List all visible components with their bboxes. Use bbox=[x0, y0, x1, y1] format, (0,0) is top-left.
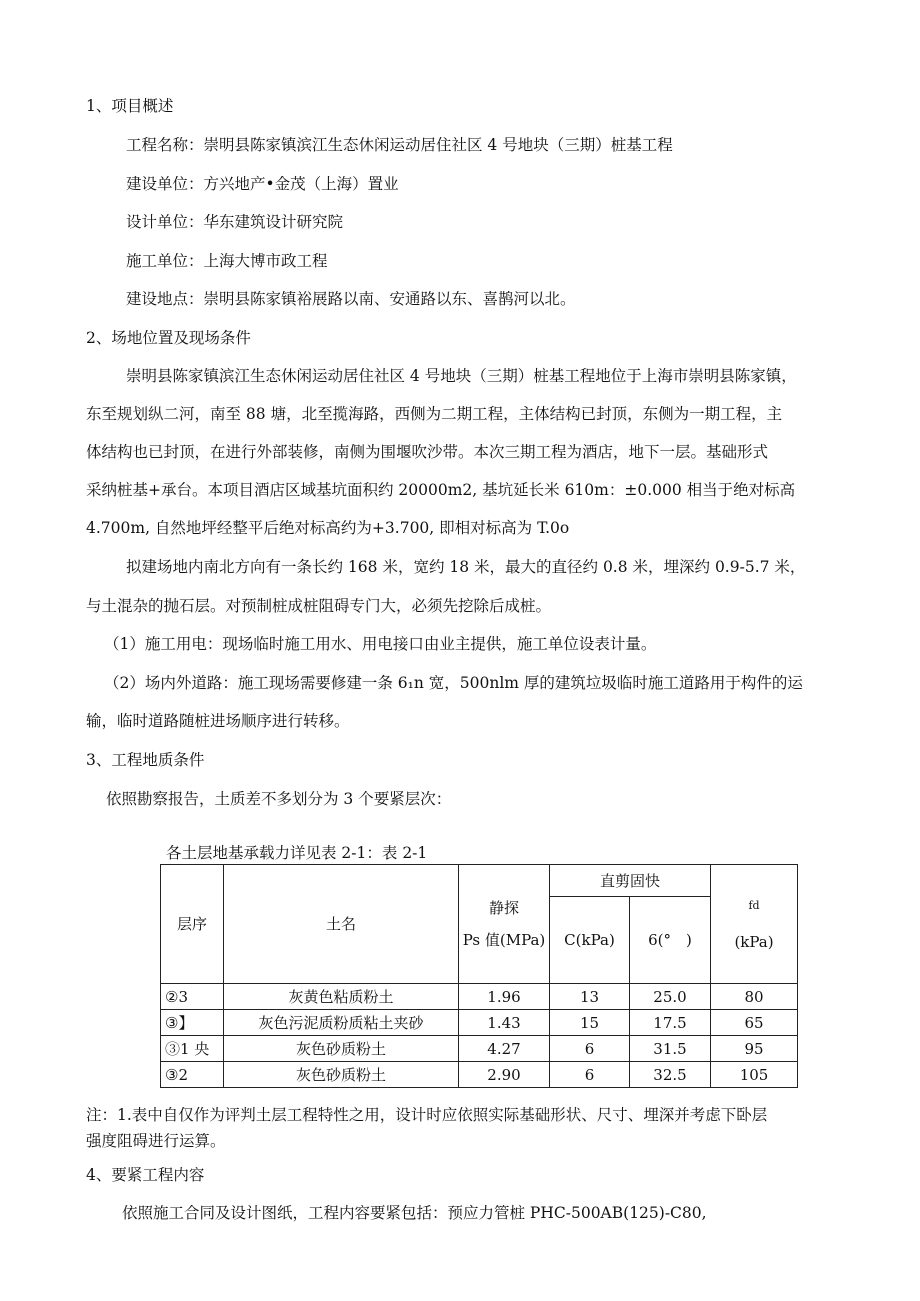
header-soil-name: 土名 bbox=[224, 865, 459, 984]
road-line: 输，临时道路随桩进场顺序进行转移。 bbox=[86, 712, 350, 730]
cell-name: 灰色砂质粉土 bbox=[224, 1036, 459, 1062]
site-paragraph-line: 体结构也已封顶，在进行外部装修，南侧为围堰吹沙带。本次三期工程为酒店，地下一层。基础形式 bbox=[86, 443, 769, 461]
site-paragraph-line: 崇明县陈家镇滨江生态休闲运动居住社区 4 号地块（三期）桩基工程地位于上海市崇明县陈家镇， bbox=[126, 367, 797, 385]
cell-layer: ③】 bbox=[161, 1010, 224, 1036]
cell-name: 灰黄色粘质粉土 bbox=[224, 984, 459, 1010]
developer: 建设单位：方兴地产•金茂（上海）置业 bbox=[126, 175, 399, 193]
contractor: 施工单位：上海大博市政工程 bbox=[126, 252, 328, 270]
cell-fd: 105 bbox=[711, 1062, 798, 1088]
rock-layer-line: 与土混杂的抛石层。对预制桩成桩阻碍专门大，必须先挖除后成桩。 bbox=[86, 597, 552, 615]
cell-ps: 4.27 bbox=[459, 1036, 550, 1062]
geology-intro: 依照勘察报告，土质差不多划分为 3 个要紧层次： bbox=[106, 790, 452, 808]
table-caption: 各土层地基承载力详见表 2-1：表 2-1 bbox=[166, 844, 428, 862]
soil-bearing-table bbox=[160, 864, 798, 1088]
table-note-line: 强度阻碍进行运算。 bbox=[86, 1132, 226, 1150]
section-4-heading: 4、要紧工程内容 bbox=[86, 1166, 205, 1184]
cell-fd: 65 bbox=[711, 1010, 798, 1036]
header-c: C(kPa) bbox=[550, 897, 630, 984]
cell-phi: 25.0 bbox=[630, 984, 711, 1010]
header-fd-line1: fd bbox=[748, 899, 760, 912]
header-direct-shear: 直剪固快 bbox=[550, 865, 711, 897]
header-ps-line1: 静探 bbox=[488, 899, 519, 917]
site-paragraph-line: 采纳桩基+承台。本项目酒店区域基坑面积约 20000m2, 基坑延长米 610m：±0.000 相当于绝对标高 bbox=[86, 481, 796, 499]
rock-layer-line: 拟建场地内南北方向有一条长约 168 米，宽约 18 米，最大的直径约 0.8 米，埋深约 0.9-5.7 米， bbox=[126, 558, 806, 576]
header-ps bbox=[459, 865, 550, 984]
cell-ps: 1.96 bbox=[459, 984, 550, 1010]
cell-layer: ②3 bbox=[161, 984, 224, 1010]
header-fd-line2: (kPa) bbox=[734, 933, 774, 951]
section-1-heading: 1、项目概述 bbox=[86, 97, 174, 115]
cell-ps: 1.43 bbox=[459, 1010, 550, 1036]
table-row bbox=[161, 1036, 798, 1062]
header-phi: 6(° ) bbox=[630, 897, 711, 984]
cell-c: 13 bbox=[550, 984, 630, 1010]
cell-layer: ③1 央 bbox=[161, 1036, 224, 1062]
road-line: （2）场内外道路：施工现场需要修建一条 6₁n 宽，500nlm 厚的建筑垃圾临时施工道路用于构件的运 bbox=[104, 674, 803, 692]
site-location: 建设地点：崇明县陈家镇裕展路以南、安通路以东、喜鹊河以北。 bbox=[126, 290, 576, 308]
header-layer: 层序 bbox=[161, 865, 224, 984]
cell-fd: 95 bbox=[711, 1036, 798, 1062]
cell-name: 灰色砂质粉土 bbox=[224, 1062, 459, 1088]
power-supply: （1）施工用电：现场临时施工用水、用电接口由业主提供，施工单位设表计量。 bbox=[104, 635, 657, 653]
cell-phi: 32.5 bbox=[630, 1062, 711, 1088]
project-name: 工程名称：崇明县陈家镇滨江生态休闲运动居住社区 4 号地块（三期）桩基工程 bbox=[126, 136, 673, 154]
table-row bbox=[161, 984, 798, 1010]
cell-name: 灰色污泥质粉质粘土夹砂 bbox=[224, 1010, 459, 1036]
cell-fd: 80 bbox=[711, 984, 798, 1010]
table-row bbox=[161, 1010, 798, 1036]
cell-layer: ③2 bbox=[161, 1062, 224, 1088]
site-paragraph-line: 东至规划纵二河，南至 88 塘，北至揽海路，西侧为二期工程，主体结构已封顶，东侧为一期工程，主 bbox=[86, 405, 783, 423]
cell-phi: 31.5 bbox=[630, 1036, 711, 1062]
designer: 设计单位：华东建筑设计研究院 bbox=[126, 213, 344, 231]
header-fd bbox=[711, 865, 798, 984]
cell-c: 6 bbox=[550, 1062, 630, 1088]
section-3-heading: 3、工程地质条件 bbox=[86, 751, 205, 769]
cell-c: 15 bbox=[550, 1010, 630, 1036]
site-paragraph-line: 4.700m, 自然地坪经整平后绝对标高约为+3.700, 即相对标高为 T.0o bbox=[86, 519, 570, 537]
scope-line: 依照施工合同及设计图纸，工程内容要紧包括：预应力管桩 PHC-500AB(125)-C80, bbox=[122, 1204, 707, 1222]
cell-phi: 17.5 bbox=[630, 1010, 711, 1036]
cell-c: 6 bbox=[550, 1036, 630, 1062]
header-ps-line2: Ps 值(MPa) bbox=[462, 931, 546, 949]
table-note-line: 注：1.表中自仅作为评判土层工程特性之用，设计时应依照实际基础形状、尺寸、埋深并考虑下卧层 bbox=[86, 1106, 768, 1124]
table-row bbox=[161, 1062, 798, 1088]
cell-ps: 2.90 bbox=[459, 1062, 550, 1088]
section-2-heading: 2、场地位置及现场条件 bbox=[86, 329, 251, 347]
